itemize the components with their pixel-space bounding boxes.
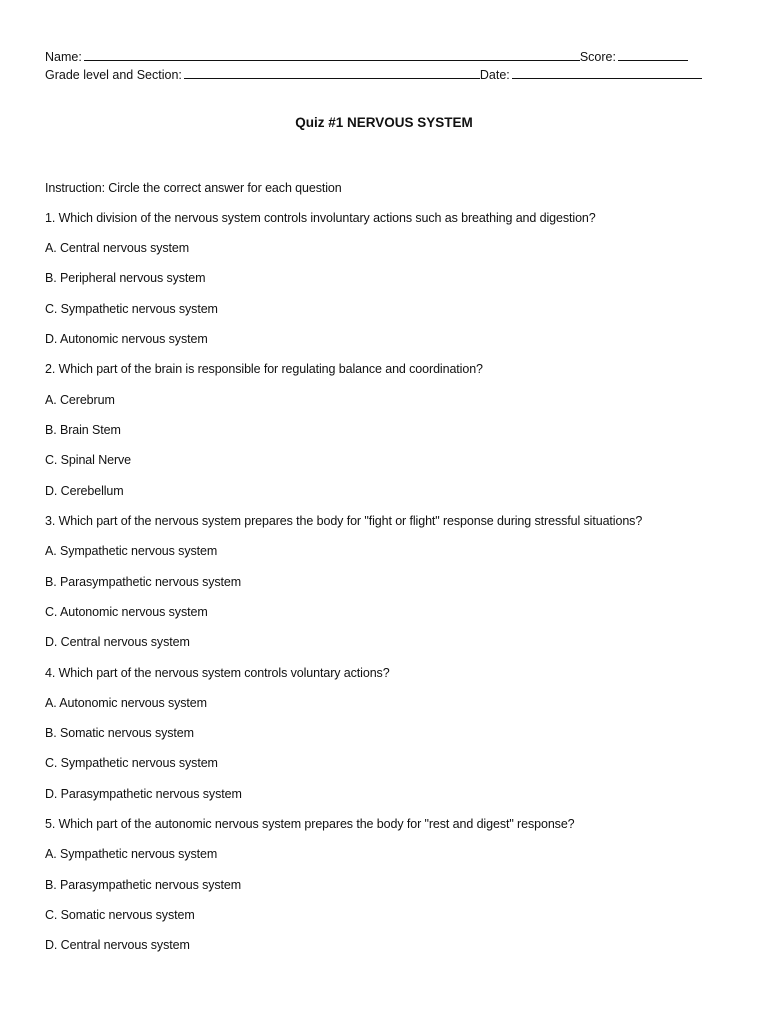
score-blank	[618, 48, 688, 61]
question-3-option-a[interactable]: A. Sympathetic nervous system	[45, 544, 218, 558]
question-1: 1. Which division of the nervous system controls involuntary actions such as breathing and digestion?	[45, 211, 596, 225]
quiz-title: Quiz #1 NERVOUS SYSTEM	[295, 115, 473, 130]
question-3: 3. Which part of the nervous system prepares the body for "fight or flight" response during stressful situations?	[45, 514, 643, 528]
question-2-option-c[interactable]: C. Spinal Nerve	[45, 453, 132, 467]
question-3-option-c[interactable]: C. Autonomic nervous system	[45, 605, 208, 619]
question-4: 4. Which part of the nervous system controls voluntary actions?	[45, 666, 390, 680]
name-blank	[84, 48, 580, 61]
question-3-option-d[interactable]: D. Central nervous system	[45, 635, 190, 649]
question-4-option-c[interactable]: C. Sympathetic nervous system	[45, 756, 218, 770]
grade-date-row	[45, 66, 705, 82]
question-2: 2. Which part of the brain is responsible for regulating balance and coordination?	[45, 362, 483, 376]
question-4-option-a[interactable]: A. Autonomic nervous system	[45, 696, 207, 710]
name-score-row	[45, 48, 705, 64]
question-2-option-d[interactable]: D. Cerebellum	[45, 484, 124, 498]
question-2-option-b[interactable]: B. Brain Stem	[45, 423, 121, 437]
question-5-option-b[interactable]: B. Parasympathetic nervous system	[45, 878, 242, 892]
question-5-option-a[interactable]: A. Sympathetic nervous system	[45, 847, 218, 861]
date-blank	[512, 66, 702, 79]
date-label: Date:	[479, 68, 510, 82]
question-3-option-b[interactable]: B. Parasympathetic nervous system	[45, 575, 242, 589]
name-label: Name:	[45, 50, 82, 64]
question-5-option-c[interactable]: C. Somatic nervous system	[45, 908, 195, 922]
question-5: 5. Which part of the autonomic nervous system prepares the body for "rest and digest" response?	[45, 817, 575, 831]
question-5-option-d[interactable]: D. Central nervous system	[45, 938, 190, 952]
grade-section-blank	[184, 66, 480, 79]
question-4-option-b[interactable]: B. Somatic nervous system	[45, 726, 194, 740]
question-2-option-a[interactable]: A. Cerebrum	[45, 393, 115, 407]
question-1-option-a[interactable]: A. Central nervous system	[45, 241, 190, 255]
grade-section-label: Grade level and Section:	[45, 68, 182, 82]
question-4-option-d[interactable]: D. Parasympathetic nervous system	[45, 787, 242, 801]
question-1-option-d[interactable]: D. Autonomic nervous system	[45, 332, 208, 346]
question-1-option-b[interactable]: B. Peripheral nervous system	[45, 271, 206, 285]
question-1-option-c[interactable]: C. Sympathetic nervous system	[45, 302, 218, 316]
instruction-text: Instruction: Circle the correct answer for each question	[45, 181, 342, 195]
score-label: Score:	[579, 50, 616, 64]
